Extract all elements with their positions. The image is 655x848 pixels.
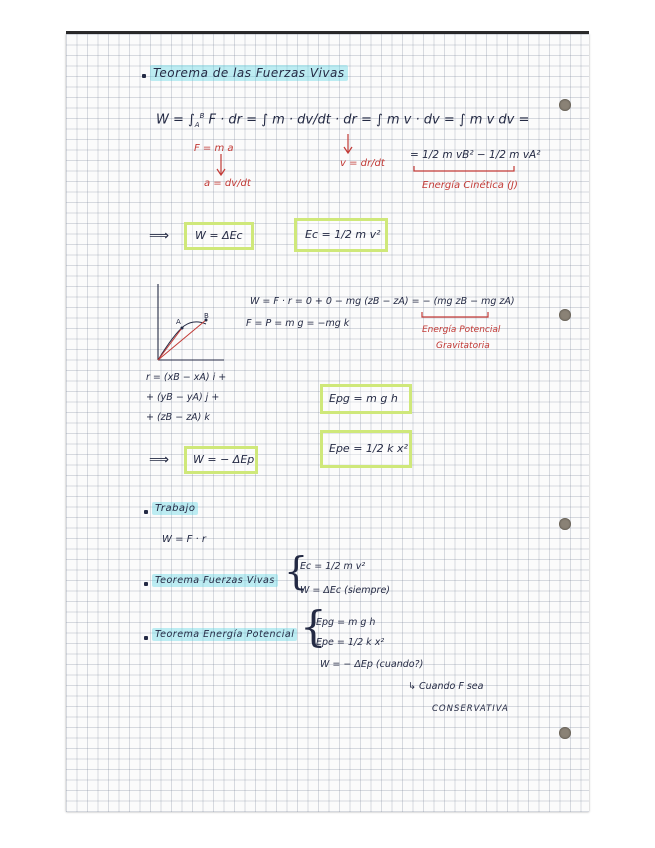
down-arrow-2: [343, 134, 353, 156]
fuerzas-vivas-heading: Teorema Fuerzas Vivas: [152, 575, 278, 586]
potential-underbrace: [422, 312, 488, 322]
box-w-minus-delta-ep: W = − ΔEp: [184, 446, 258, 474]
kinetic-energy-label: Energía Cinética (J): [422, 180, 518, 191]
box-elastic-potential: Epe = 1/2 k x²: [320, 430, 412, 468]
box-w-delta-ec: W = ΔEc: [184, 222, 254, 250]
trabajo-heading: Trabajo: [152, 503, 198, 514]
box-kinetic-energy: Ec = 1/2 m v²: [294, 218, 388, 252]
page-title: Teorema de las Fuerzas Vivas: [150, 66, 348, 80]
position-vector-line-1: r = (xB − xA) i +: [146, 372, 227, 383]
binder-hole-2: [559, 309, 571, 321]
energia-potencial-brace: {: [300, 602, 327, 651]
down-arrow-1: [216, 154, 226, 178]
box-gravitational-potential: Epg = m g h: [320, 384, 412, 414]
fuerzas-vivas-line-1: Ec = 1/2 m v²: [300, 561, 366, 572]
notebook-page: [66, 34, 589, 812]
fuerzas-vivas-bullet: [144, 582, 148, 586]
potential-label-1: Energía Potencial: [422, 325, 501, 335]
position-vector-line-2: + (yB − yA) j +: [146, 392, 220, 403]
ep-line-1: Epg = m g h: [316, 617, 376, 628]
binder-hole-3: [559, 518, 571, 530]
implies-arrow-2: ⟹: [149, 452, 170, 468]
ep-line-2: Epe = 1/2 k x²: [316, 637, 385, 648]
velocity-note: v = dr/dt: [340, 158, 385, 169]
energia-potencial-bullet: [144, 636, 148, 640]
energia-potencial-heading: Teorema Energía Potencial: [152, 629, 297, 640]
graph-point-b: B: [204, 312, 209, 320]
trabajo-formula: W = F · r: [162, 534, 207, 545]
fuerzas-vivas-line-2: W = ΔEc (siempre): [300, 585, 391, 596]
potential-graph: [154, 284, 224, 364]
ep-line-4: ↳ Cuando F sea: [408, 681, 484, 692]
ep-line-3: W = − ΔEp (cuando?): [320, 659, 424, 670]
fuerzas-vivas-brace: {: [284, 549, 309, 593]
trabajo-bullet: [144, 510, 148, 514]
potential-label-2: Gravitatoria: [436, 341, 490, 351]
ep-line-5: CONSERVATIVA: [432, 704, 509, 714]
gravity-work-line-1: W = F · r = 0 + 0 − mg (zB − zA) = − (mg zB − mg zA): [250, 296, 515, 307]
kinetic-underbrace: [414, 166, 514, 176]
gravity-work-line-2: F = P = m g = −mg k: [246, 318, 350, 329]
implies-arrow-1: ⟹: [149, 228, 170, 244]
position-vector-line-3: + (zB − zA) k: [146, 412, 210, 423]
work-equation: $W = \int_A^B$ F · dr = ∫ m · dv/dt · dr = ∫ m v · dv = ∫ m v dv =: [156, 112, 530, 129]
binder-hole-1: [559, 99, 571, 111]
title-bullet: [142, 74, 146, 78]
work-result: = 1/2 m vB² − 1/2 m vA²: [410, 149, 541, 161]
acceleration-note: a = dv/dt: [204, 178, 251, 189]
force-newton-note: F = m a: [194, 143, 234, 154]
binder-hole-4: [559, 727, 571, 739]
graph-point-a: A: [176, 318, 181, 326]
